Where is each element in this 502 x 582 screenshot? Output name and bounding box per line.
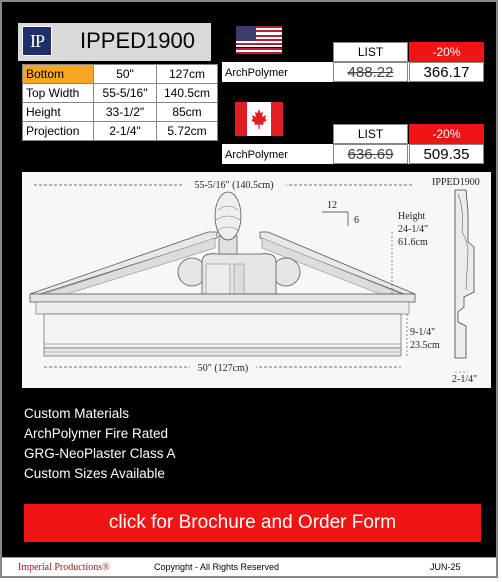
spec-label: Bottom bbox=[23, 65, 94, 84]
feature-item: Custom Materials bbox=[24, 406, 130, 421]
spec-metric: 127cm bbox=[157, 65, 218, 84]
spec-table bbox=[22, 64, 218, 141]
height-metric: 61.6cm bbox=[398, 237, 428, 248]
feature-item: Custom Sizes Available bbox=[24, 466, 165, 481]
base-height-imperial: 9-1/4" bbox=[410, 327, 436, 338]
footer-date: JUN-25 bbox=[430, 562, 461, 572]
list-header: LIST bbox=[333, 42, 408, 62]
footer bbox=[2, 557, 496, 576]
spec-row bbox=[23, 103, 218, 122]
pitch-rise: 6 bbox=[354, 215, 359, 226]
us-flag-icon bbox=[236, 26, 282, 54]
spec-metric: 140.5cm bbox=[157, 84, 218, 103]
height-imperial: 24-1/4" bbox=[398, 224, 429, 235]
bottom-width-label: 50" (127cm) bbox=[197, 363, 249, 374]
feature-list bbox=[24, 404, 176, 484]
list-price: 488.22 bbox=[333, 62, 408, 82]
discount-badge: -20% bbox=[409, 124, 484, 144]
pediment-drawing bbox=[22, 172, 491, 388]
discount-badge: -20% bbox=[409, 42, 484, 62]
footer-copyright: Copyright - All Rights Reserved bbox=[154, 562, 280, 572]
base-height-metric: 23.5cm bbox=[410, 340, 440, 351]
material-name: ArchPolymer bbox=[225, 67, 288, 79]
spec-metric: 85cm bbox=[157, 103, 218, 122]
brand-logo: IP bbox=[22, 26, 52, 56]
drawing-code: IPPED1900 bbox=[432, 177, 480, 188]
product-sku: IPPED1900 bbox=[80, 28, 195, 53]
height-label: Height bbox=[398, 211, 426, 222]
spec-label: Top Width bbox=[23, 84, 94, 103]
list-price: 636.69 bbox=[333, 144, 408, 164]
sale-price: 366.17 bbox=[409, 62, 484, 82]
spec-imperial: 55-5/16" bbox=[94, 84, 157, 103]
header-bar bbox=[18, 23, 211, 61]
spec-row bbox=[23, 84, 218, 103]
spec-label: Projection bbox=[23, 122, 94, 141]
brochure-order-button[interactable]: click for Brochure and Order Form bbox=[24, 504, 481, 542]
sale-price: 509.35 bbox=[409, 144, 484, 164]
list-header: LIST bbox=[333, 124, 408, 144]
price-row bbox=[222, 62, 484, 82]
pitch-run: 12 bbox=[327, 200, 337, 211]
price-row bbox=[222, 144, 484, 164]
material-name: ArchPolymer bbox=[225, 149, 288, 161]
spec-imperial: 50" bbox=[94, 65, 157, 84]
feature-item: ArchPolymer Fire Rated bbox=[24, 426, 169, 441]
top-width-label: 55-5/16" (140.5cm) bbox=[194, 180, 274, 191]
projection-label: 2-1/4" bbox=[452, 374, 478, 385]
spec-label: Height bbox=[23, 103, 94, 122]
spec-imperial: 2-1/4" bbox=[94, 122, 157, 141]
spec-imperial: 33-1/2" bbox=[94, 103, 157, 122]
canada-flag-icon bbox=[235, 102, 283, 136]
footer-brand[interactable]: Imperial Productions® bbox=[18, 562, 110, 573]
feature-item: GRG-NeoPlaster Class A bbox=[24, 446, 176, 461]
spec-metric: 5.72cm bbox=[157, 122, 218, 141]
spec-row bbox=[23, 122, 218, 141]
spec-row bbox=[23, 65, 218, 84]
